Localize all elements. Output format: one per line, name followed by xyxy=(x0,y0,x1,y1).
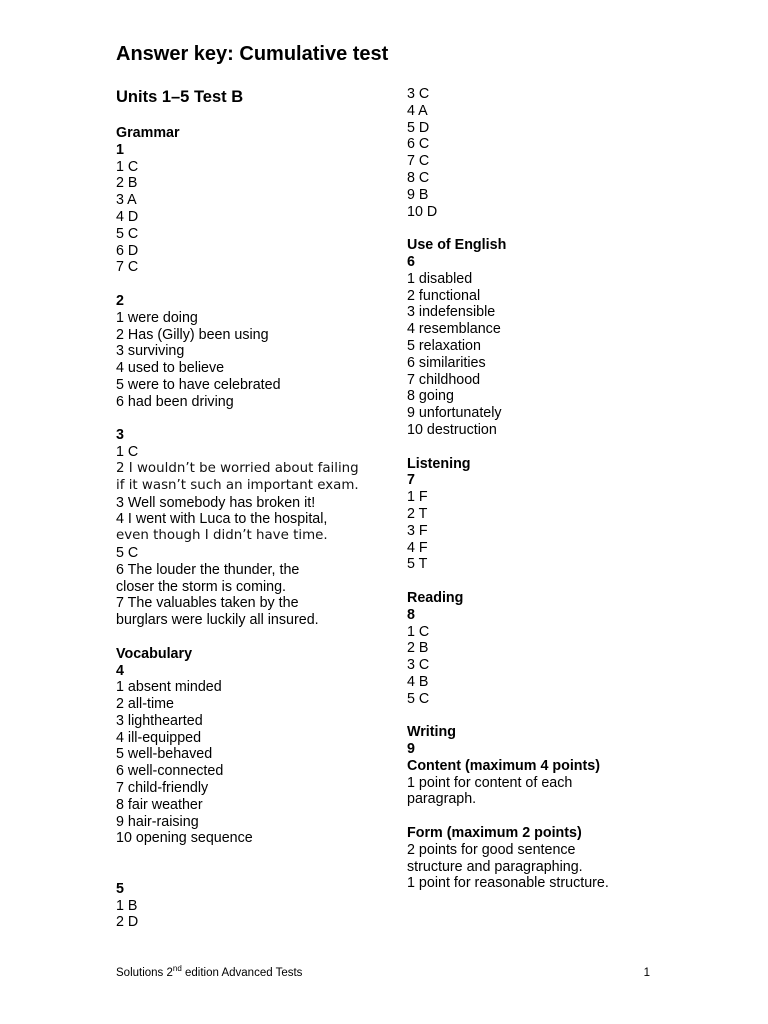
answer-line: 3 A xyxy=(116,192,137,209)
answer-line: 5 were to have celebrated xyxy=(116,376,281,393)
answer-line: 1 F xyxy=(407,489,428,506)
answer-line: 1 were doing xyxy=(116,309,198,326)
answer-line: 1 C xyxy=(407,623,430,640)
form-criteria-heading: Form (maximum 2 points) xyxy=(407,825,582,842)
footer-title: Solutions 2nd edition Advanced Tests xyxy=(116,964,303,979)
answer-line: 3 lighthearted xyxy=(116,712,203,729)
answer-line: 4 F xyxy=(407,539,428,556)
answer-line: 1 disabled xyxy=(407,270,473,287)
answer-line: 4 used to believe xyxy=(116,360,225,377)
answer-line: 3 C xyxy=(407,657,430,674)
answer-line: 10 destruction xyxy=(407,421,497,438)
right-column xyxy=(407,86,669,892)
answer-line: 4 D xyxy=(116,208,139,225)
answer-line: 3 F xyxy=(407,522,428,539)
answer-line: 2 functional xyxy=(407,287,481,304)
answer-line: 3 indefensible xyxy=(407,304,496,321)
content-criteria-text: 1 point for content of each paragraph. xyxy=(407,774,573,808)
answer-line: 5 T xyxy=(407,556,428,573)
answer-line: 6 D xyxy=(116,242,139,259)
answer-line: 4 A xyxy=(407,102,428,119)
answer-line: 1 absent minded xyxy=(116,679,222,696)
exercise-number: 1 xyxy=(116,141,124,158)
answer-line: 2 B xyxy=(116,175,138,192)
answer-line: 2 I wouldn’t be worried about failing xyxy=(116,460,359,476)
answer-line: 6 had been driving xyxy=(116,393,234,410)
answer-line: 6 The louder the thunder, the closer the storm is coming. xyxy=(116,561,300,595)
answer-line: 1 C xyxy=(116,444,139,461)
answer-line: 5 D xyxy=(407,119,430,136)
answer-line: 7 The valuables taken by the burglars were luckily all insured. xyxy=(116,595,319,629)
answer-line: 5 well-behaved xyxy=(116,746,213,763)
answer-line: 7 C xyxy=(407,153,430,170)
answer-line: 2 all-time xyxy=(116,696,174,713)
page-title: Answer key: Cumulative test xyxy=(116,43,389,65)
answer-line: 6 well-connected xyxy=(116,763,224,780)
answer-line: 9 hair-raising xyxy=(116,813,199,830)
exercise-number: 7 xyxy=(407,472,415,489)
answer-line: 4 ill-equipped xyxy=(116,729,202,746)
answer-line: 8 C xyxy=(407,169,430,186)
answer-line-continued: if it wasn’t such an important exam. xyxy=(116,477,359,493)
answer-line: 6 similarities xyxy=(407,354,486,371)
vocabulary-heading: Vocabulary xyxy=(116,645,193,662)
answer-line: 5 C xyxy=(116,225,139,242)
answer-line: 8 going xyxy=(407,388,454,405)
answer-line: 10 D xyxy=(407,203,438,220)
form-criteria-text: 1 point for reasonable structure. xyxy=(407,875,609,892)
page-number: 1 xyxy=(643,967,650,979)
answer-line: 8 fair weather xyxy=(116,796,203,813)
answer-line: 5 C xyxy=(407,690,430,707)
units-heading: Units 1–5 Test B xyxy=(116,88,244,106)
answer-line: 7 C xyxy=(116,259,139,276)
exercise-number: 6 xyxy=(407,253,415,270)
answer-line: 3 Well somebody has broken it! xyxy=(116,494,316,511)
use-of-english-heading: Use of English xyxy=(407,237,507,254)
answer-line: 4 I went with Luca to the hospital, xyxy=(116,511,328,528)
content-criteria-heading: Content (maximum 4 points) xyxy=(407,757,601,774)
answer-line: 2 T xyxy=(407,505,428,522)
answer-line: 2 Has (Gilly) been using xyxy=(116,326,269,343)
answer-line: 4 resemblance xyxy=(407,321,501,338)
answer-line: 1 B xyxy=(116,897,138,914)
exercise-number: 2 xyxy=(116,292,124,309)
answer-line: 3 C xyxy=(407,86,430,102)
exercise-number: 9 xyxy=(407,741,415,758)
listening-heading: Listening xyxy=(407,455,471,472)
answer-line-continued: even though I didn’t have time. xyxy=(116,528,328,544)
answer-line: 5 relaxation xyxy=(407,337,481,354)
answer-line: 6 C xyxy=(407,136,430,153)
left-column xyxy=(116,86,378,931)
answer-line: 2 D xyxy=(116,914,139,931)
exercise-number: 8 xyxy=(407,606,415,623)
answer-line: 7 child-friendly xyxy=(116,780,209,797)
exercise-number: 4 xyxy=(116,662,124,679)
answer-line: 9 unfortunately xyxy=(407,405,502,422)
form-criteria-text: 2 points for good sentence structure and paragraphing. xyxy=(407,841,583,875)
reading-heading: Reading xyxy=(407,589,464,606)
answer-line: 4 B xyxy=(407,673,429,690)
answer-line: 9 B xyxy=(407,186,429,203)
exercise-number: 3 xyxy=(116,427,124,444)
grammar-heading: Grammar xyxy=(116,125,180,141)
answer-line: 7 childhood xyxy=(407,371,481,388)
page-footer xyxy=(116,966,650,980)
writing-heading: Writing xyxy=(407,724,456,741)
answer-line: 5 C xyxy=(116,544,139,561)
exercise-number: 5 xyxy=(116,880,124,897)
answer-line: 10 opening sequence xyxy=(116,830,253,847)
answer-line: 3 surviving xyxy=(116,343,185,360)
answer-line: 1 C xyxy=(116,158,139,175)
answer-line: 2 B xyxy=(407,640,429,657)
